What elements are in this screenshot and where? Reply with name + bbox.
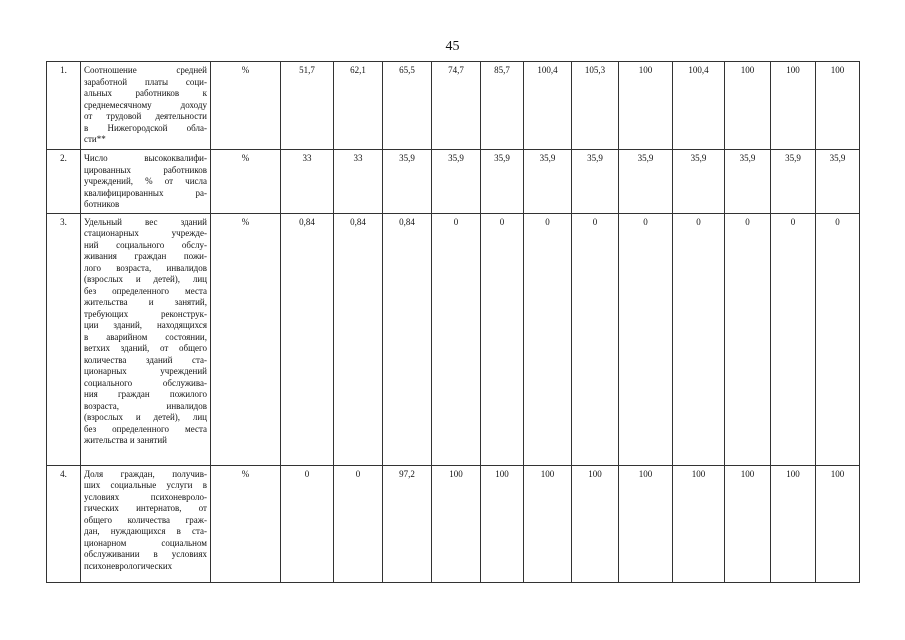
indicator-name-line: сти** xyxy=(84,134,106,144)
value-cell: 35,9 xyxy=(383,150,432,214)
value-cell: 100 xyxy=(771,62,816,150)
value-cell: 33 xyxy=(334,150,383,214)
value-cell: 51,7 xyxy=(281,62,334,150)
indicator-name-line: без определенного места xyxy=(84,285,207,296)
indicator-name-line: обслуживании в условиях xyxy=(84,549,207,559)
value-cell: 100 xyxy=(771,465,816,582)
value-cell: 0 xyxy=(281,465,334,582)
value-cell: 35,9 xyxy=(619,150,673,214)
indicator-name-line: в Нижегородской обла- xyxy=(84,122,207,133)
value-cell: 105,3 xyxy=(572,62,619,150)
value-cell: 100 xyxy=(572,465,619,582)
value-cell: 62,1 xyxy=(334,62,383,150)
table-row xyxy=(47,213,860,465)
indicator-name-line: среднемесячному доходу xyxy=(84,99,207,110)
indicator-name xyxy=(81,213,211,465)
value-cell: 35,9 xyxy=(771,150,816,214)
indicator-name-line: лого возраста, инвалидов xyxy=(84,262,207,273)
unit-cell: % xyxy=(211,62,281,150)
indicator-name-line: живания граждан пожи- xyxy=(84,251,207,261)
value-cell: 0 xyxy=(673,213,725,465)
indicators-table xyxy=(46,61,860,583)
value-cell: 100,4 xyxy=(673,62,725,150)
indicator-name-line: заработной платы соци- xyxy=(84,76,207,87)
indicator-name-line: ших социальные услуги в xyxy=(84,480,207,490)
indicator-name-line: учреждений, % от числа xyxy=(84,176,207,186)
unit-cell: % xyxy=(211,465,281,582)
value-cell: 0,84 xyxy=(334,213,383,465)
indicator-name-line: жительства и занятий xyxy=(84,435,167,445)
value-cell: 35,9 xyxy=(481,150,524,214)
page-number: 45 xyxy=(445,39,460,54)
value-cell: 35,9 xyxy=(432,150,481,214)
value-cell: 35,9 xyxy=(816,150,860,214)
value-cell: 35,9 xyxy=(673,150,725,214)
indicator-name-line: Соотношение средней xyxy=(84,65,207,75)
value-cell: 100 xyxy=(524,465,572,582)
indicator-name xyxy=(81,465,211,582)
value-cell: 0 xyxy=(432,213,481,465)
table-body xyxy=(47,62,860,583)
value-cell: 100,4 xyxy=(524,62,572,150)
indicator-name-line: (взрослых и детей), лиц xyxy=(84,274,207,284)
value-cell: 100 xyxy=(816,465,860,582)
value-cell: 35,9 xyxy=(725,150,771,214)
value-cell: 100 xyxy=(725,62,771,150)
indicator-name-line: социального обслужива- xyxy=(84,377,207,388)
indicator-name-line: цированных работников xyxy=(84,164,207,175)
indicator-name-line: ветхих зданий, от общего xyxy=(84,343,207,353)
unit-cell: % xyxy=(211,150,281,214)
value-cell: 100 xyxy=(673,465,725,582)
value-cell: 100 xyxy=(432,465,481,582)
indicator-name-line: ния граждан пожилого xyxy=(84,389,207,399)
row-number: 2. xyxy=(47,150,81,214)
indicator-name-line: от трудовой деятельности xyxy=(84,111,207,121)
value-cell: 35,9 xyxy=(572,150,619,214)
value-cell: 35,9 xyxy=(524,150,572,214)
value-cell: 0 xyxy=(725,213,771,465)
indicator-name-line: Удельный вес зданий xyxy=(84,216,207,227)
indicator-name-line: количества зданий ста- xyxy=(84,354,207,365)
value-cell: 74,7 xyxy=(432,62,481,150)
indicator-name-line: ции зданий, находящихся xyxy=(84,320,207,330)
indicator-name-line: психоневрологических xyxy=(84,560,173,571)
value-cell: 0 xyxy=(816,213,860,465)
indicator-name-line: общего количества граж- xyxy=(84,514,207,525)
unit-cell: % xyxy=(211,213,281,465)
indicator-name-line: квалифицированных ра- xyxy=(84,187,207,198)
indicator-name-line: жительства и занятий, xyxy=(84,297,207,307)
value-cell: 100 xyxy=(619,465,673,582)
value-cell: 0 xyxy=(481,213,524,465)
indicator-name-line: Доля граждан, получив- xyxy=(84,468,207,479)
value-cell: 85,7 xyxy=(481,62,524,150)
value-cell: 0 xyxy=(572,213,619,465)
indicator-name-line: без определенного места xyxy=(84,423,207,434)
table-row xyxy=(47,465,860,582)
table-row xyxy=(47,62,860,150)
indicator-name-line: в аварийном состоянии, xyxy=(84,331,207,342)
indicator-name-line: ботников xyxy=(84,199,120,209)
indicator-name-line: ционарных учреждений xyxy=(84,366,207,376)
indicator-name xyxy=(81,62,211,150)
row-number: 4. xyxy=(47,465,81,582)
indicator-name-line: возраста, инвалидов xyxy=(84,400,207,411)
value-cell: 0 xyxy=(334,465,383,582)
value-cell: 0 xyxy=(524,213,572,465)
indicator-name-line: условиях психоневроло- xyxy=(84,491,207,502)
row-number: 1. xyxy=(47,62,81,150)
indicator-name-line: ний социального обслу- xyxy=(84,239,207,250)
value-cell: 100 xyxy=(481,465,524,582)
value-cell: 0 xyxy=(771,213,816,465)
value-cell: 0 xyxy=(619,213,673,465)
indicator-name-line: дан, нуждающихся в ста- xyxy=(84,526,207,536)
indicator-name-line: гических интернатов, от xyxy=(84,503,207,513)
indicator-name-line: Число высококвалифи- xyxy=(84,153,207,163)
value-cell: 0,84 xyxy=(281,213,334,465)
value-cell: 97,2 xyxy=(383,465,432,582)
value-cell: 100 xyxy=(619,62,673,150)
value-cell: 0,84 xyxy=(383,213,432,465)
indicator-name-line: стационарных учрежде- xyxy=(84,228,207,238)
indicator-name-line: альных работников к xyxy=(84,88,207,98)
value-cell: 100 xyxy=(725,465,771,582)
value-cell: 33 xyxy=(281,150,334,214)
table-row xyxy=(47,150,860,214)
indicator-name-line: требующих реконструк- xyxy=(84,308,207,319)
indicator-name-line: ционарном социальном xyxy=(84,537,207,548)
value-cell: 65,5 xyxy=(383,62,432,150)
value-cell: 100 xyxy=(816,62,860,150)
row-number: 3. xyxy=(47,213,81,465)
indicator-name-line: (взрослых и детей), лиц xyxy=(84,412,207,422)
indicator-name xyxy=(81,150,211,214)
